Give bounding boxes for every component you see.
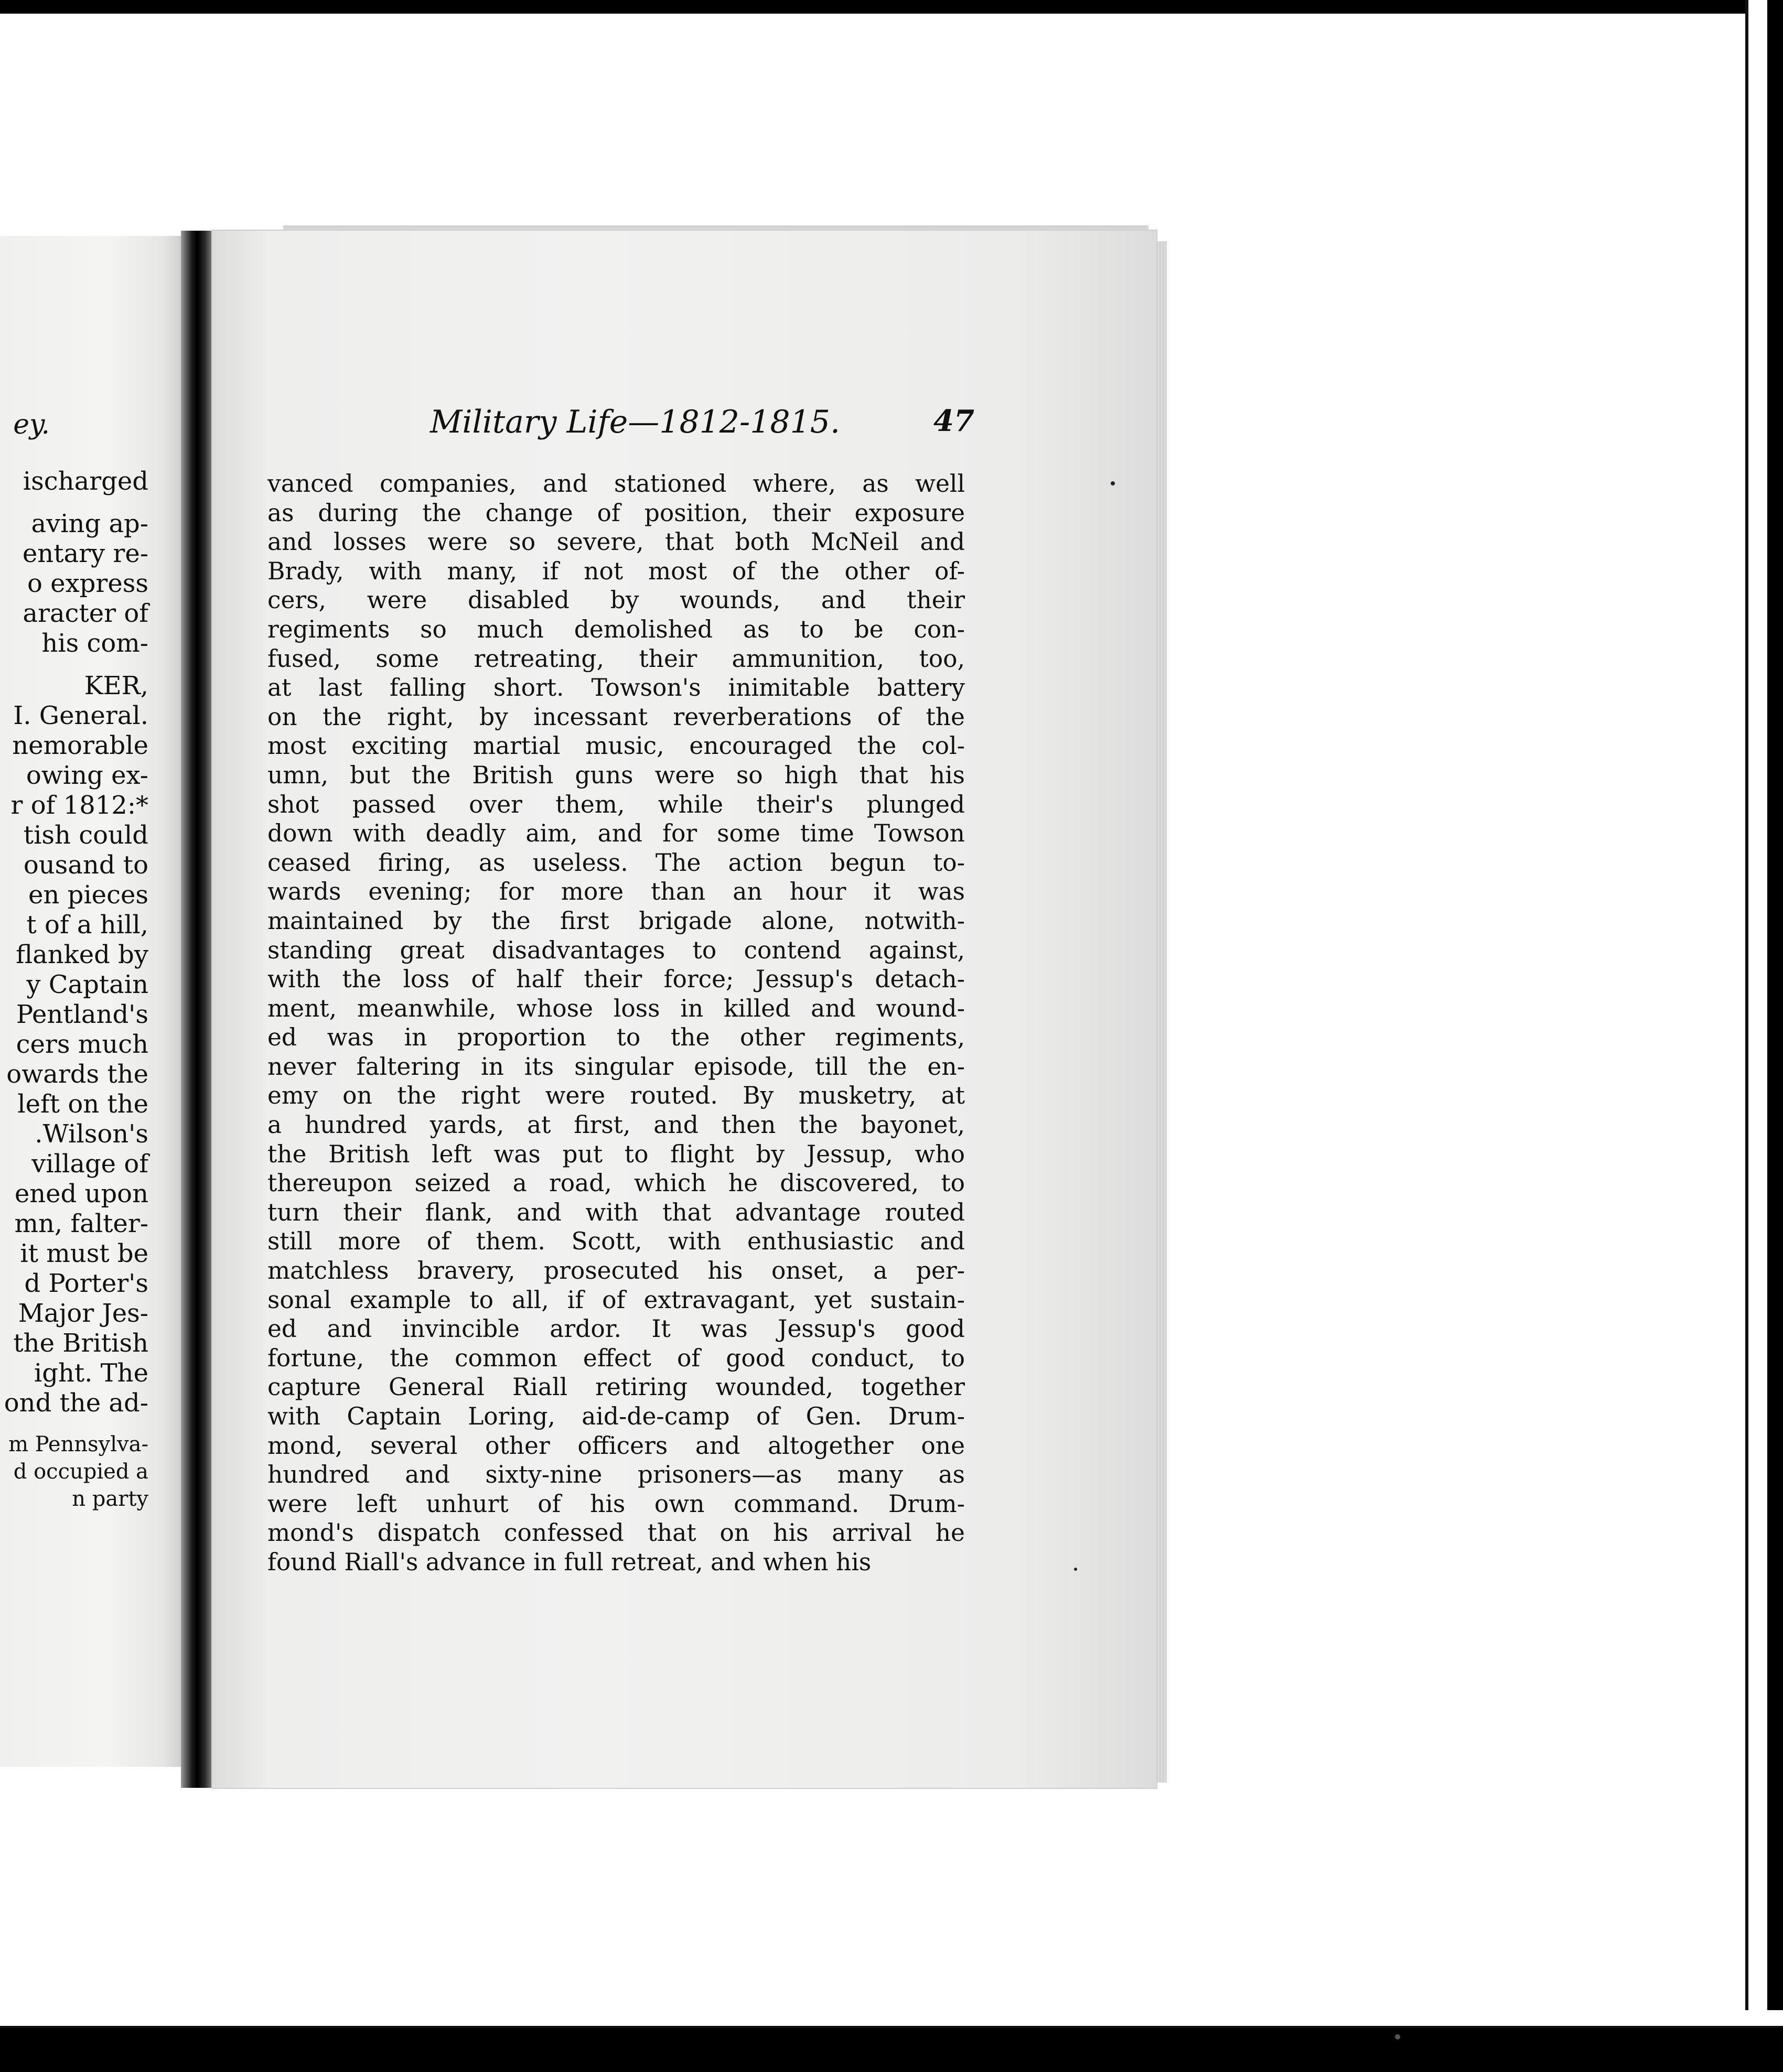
text-line: cers, were disabled by wounds, and their bbox=[267, 586, 965, 614]
left-line: ond the ad- bbox=[4, 1388, 148, 1418]
scan-border-top bbox=[0, 0, 1783, 14]
left-line: it must be bbox=[20, 1239, 148, 1268]
left-line: mn, falter- bbox=[14, 1209, 148, 1238]
text-line: found Riall's advance in full retreat, and when his bbox=[267, 1548, 872, 1576]
left-footnote-line: m Pennsylva- bbox=[8, 1432, 148, 1456]
left-footnote-line: d occupied a bbox=[13, 1460, 148, 1484]
text-line: ed and invincible ardor. It was Jessup's good bbox=[267, 1315, 965, 1343]
text-line: wards evening; for more than an hour it was bbox=[267, 878, 965, 906]
text-line: at last falling short. Towson's inimitable battery bbox=[267, 674, 965, 702]
left-line: .Wilson's bbox=[35, 1119, 148, 1149]
text-line: on the right, by incessant reverberations of the bbox=[267, 703, 965, 731]
left-page-text bbox=[0, 467, 148, 1513]
text-line: were left unhurt of his own command. Drum- bbox=[267, 1490, 965, 1518]
left-line: left on the bbox=[17, 1089, 148, 1119]
left-footnote-line: n party bbox=[72, 1487, 148, 1511]
left-facing-page bbox=[0, 236, 181, 1767]
text-line: vanced companies, and stationed where, as well bbox=[267, 470, 965, 498]
left-line: village of bbox=[31, 1149, 148, 1179]
left-line: entary re- bbox=[22, 539, 148, 568]
left-line: KER, bbox=[84, 671, 148, 700]
left-line: I. General. bbox=[13, 701, 148, 730]
text-line: mond's dispatch confessed that on his arrival he bbox=[267, 1519, 965, 1547]
text-line: as during the change of position, their exposure bbox=[267, 499, 965, 527]
text-line: emy on the right were routed. By musketry, at bbox=[267, 1082, 965, 1110]
scan-border-bottom-strip bbox=[0, 2010, 1783, 2028]
text-line: ment, meanwhile, whose loss in killed and wound- bbox=[267, 994, 965, 1022]
text-line: shot passed over them, while their's plunged bbox=[267, 790, 965, 818]
left-line: aving ap- bbox=[31, 509, 148, 538]
running-head: Military Life—1812-1815. bbox=[430, 404, 841, 440]
text-line: capture General Riall retiring wounded, together bbox=[267, 1373, 965, 1401]
scan-speck bbox=[1074, 1568, 1077, 1571]
text-line: with the loss of half their force; Jessup's detach- bbox=[267, 965, 965, 994]
left-line: his com- bbox=[41, 629, 148, 658]
left-line: Pentland's bbox=[16, 1000, 148, 1029]
text-line: maintained by the first brigade alone, notwith- bbox=[267, 906, 965, 935]
left-line: ousand to bbox=[23, 850, 148, 880]
text-line: Brady, with many, if not most of the other of- bbox=[267, 557, 965, 585]
text-line: matchless bravery, prosecuted his onset, a per- bbox=[267, 1257, 965, 1285]
left-line: owing ex- bbox=[26, 761, 148, 790]
text-line: sonal example to all, if of extravagant, yet sustain- bbox=[267, 1286, 965, 1314]
text-line: the British left was put to flight by Jessup, who bbox=[267, 1140, 965, 1168]
left-line: d Porter's bbox=[24, 1269, 148, 1298]
left-line: cers much bbox=[16, 1030, 148, 1059]
left-line: r of 1812:* bbox=[10, 791, 148, 820]
text-line: and losses were so severe, that both McNeil and bbox=[267, 528, 965, 556]
left-line: ened upon bbox=[14, 1179, 148, 1208]
left-line: flanked by bbox=[16, 940, 148, 969]
left-line: ischarged bbox=[23, 467, 148, 496]
text-line: ed was in proportion to the other regiments, bbox=[267, 1023, 965, 1052]
left-line: y Captain bbox=[26, 970, 148, 999]
text-line: regiments so much demolished as to be con- bbox=[267, 615, 965, 643]
scan-border-right bbox=[1767, 0, 1783, 2072]
left-line: tish could bbox=[23, 821, 148, 850]
text-line: mond, several other officers and altogether one bbox=[267, 1431, 965, 1460]
left-line: t of a hill, bbox=[26, 910, 148, 940]
text-line: fused, some retreating, their ammunition, too, bbox=[267, 644, 965, 673]
left-line: ight. The bbox=[34, 1358, 148, 1388]
left-line: Major Jes- bbox=[18, 1299, 148, 1328]
text-line: a hundred yards, at first, and then the bayonet, bbox=[267, 1111, 965, 1139]
text-line: ceased firing, as useless. The action begun to- bbox=[267, 848, 965, 877]
left-line: owards the bbox=[6, 1060, 148, 1089]
page-number: 47 bbox=[933, 404, 974, 438]
scan-speck bbox=[1395, 2034, 1400, 2039]
text-line: fortune, the common effect of good conduct, to bbox=[267, 1344, 965, 1372]
body-text bbox=[267, 469, 965, 1577]
text-line: with Captain Loring, aid-de-camp of Gen. Drum- bbox=[267, 1402, 965, 1430]
text-line: hundred and sixty-nine prisoners—as many as bbox=[267, 1461, 965, 1489]
left-line: o express bbox=[27, 569, 148, 598]
text-line: umn, but the British guns were so high that his bbox=[267, 761, 965, 789]
left-line: aracter of bbox=[23, 599, 148, 628]
text-line: thereupon seized a road, which he discovered, to bbox=[267, 1169, 965, 1197]
scan-border-bottom bbox=[0, 2028, 1783, 2072]
left-line: en pieces bbox=[28, 880, 148, 910]
text-line: still more of them. Scott, with enthusiastic and bbox=[267, 1227, 965, 1256]
text-line: most exciting martial music, encouraged the col- bbox=[267, 732, 965, 760]
scan-border-right-inner bbox=[1748, 0, 1767, 2072]
text-line: down with deadly aim, and for some time Towson bbox=[267, 819, 965, 848]
text-line: turn their flank, and with that advantage routed bbox=[267, 1198, 965, 1226]
scan-speck bbox=[1111, 481, 1115, 485]
left-running-head-fragment: ey. bbox=[13, 409, 50, 440]
text-line: standing great disadvantages to contend against, bbox=[267, 936, 965, 964]
left-line: the British bbox=[13, 1329, 148, 1358]
left-line: nemorable bbox=[12, 731, 148, 760]
text-line: never faltering in its singular episode, till the en- bbox=[267, 1052, 965, 1081]
